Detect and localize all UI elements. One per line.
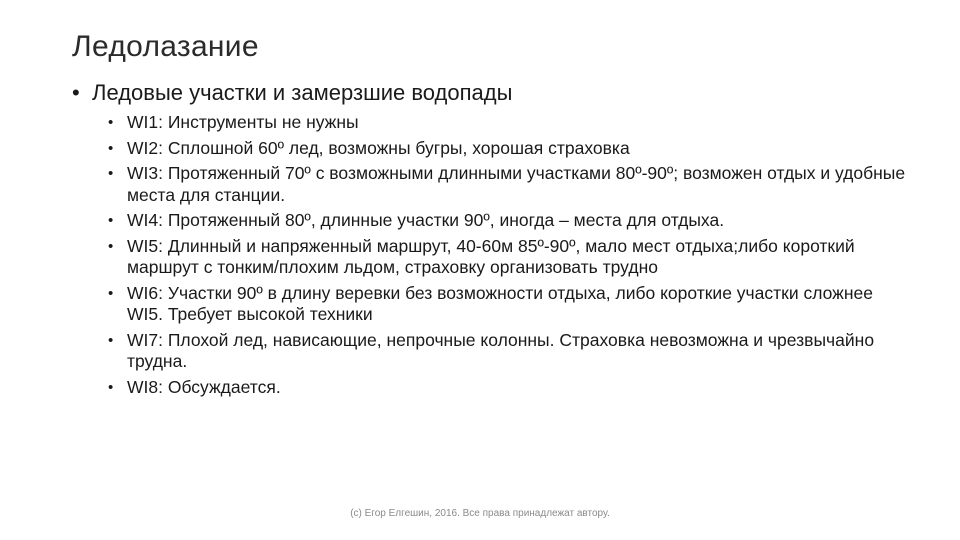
list-item-text: WI6: Участки 90º в длину веревки без возможности отдыха, либо короткие участки сложнее WI5. Требует высокой техники <box>127 282 873 324</box>
list-item <box>108 112 908 134</box>
footer-copyright: (c) Егор Елгешин, 2016. Все права принадлежат автору. <box>350 508 610 519</box>
bullet-icon: • <box>108 237 114 255</box>
list-item <box>108 330 908 373</box>
slide-title: Ледолазание <box>72 30 259 63</box>
list-item <box>108 210 908 232</box>
level1-bullet-text: Ледовые участки и замерзшие водопады <box>92 80 513 105</box>
list-item-text: WI4: Протяженный 80º, длинные участки 90º, иногда – места для отдыха. <box>127 210 725 230</box>
list-item <box>108 283 908 326</box>
bullet-icon: • <box>108 331 114 349</box>
list-item <box>108 236 908 279</box>
bullet-icon: • <box>108 284 114 302</box>
list-item-text: WI2: Сплошной 60º лед, возможны бугры, хорошая страховка <box>127 137 630 158</box>
grade-list <box>108 112 908 402</box>
bullet-icon: • <box>108 165 114 182</box>
list-item <box>108 377 908 399</box>
bullet-icon: • <box>108 212 114 229</box>
list-item <box>108 138 908 160</box>
bullet-icon: • <box>108 114 114 131</box>
list-item-text: WI5: Длинный и напряженный маршрут, 40-60м 85º-90º, мало мест отдыха;либо короткий маршрут с тонким/плохим льдом, страховку организовать трудно <box>127 235 855 277</box>
list-item <box>108 163 908 206</box>
bullet-icon: • <box>108 378 114 396</box>
list-item-text: WI3: Протяженный 70º с возможными длинными участками 80º-90º; возможен отдых и удобные места для станции. <box>127 163 906 205</box>
bullet-icon: • <box>72 80 80 105</box>
list-item-text: WI7: Плохой лед, нависающие, непрочные колонны. Страховка невозможна и чрезвычайно трудна. <box>127 329 875 371</box>
list-item-text: WI8: Обсуждается. <box>127 376 281 397</box>
bullet-icon: • <box>108 139 114 157</box>
list-item-text: WI1: Инструменты не нужны <box>127 112 359 132</box>
level1-bullet <box>72 80 512 106</box>
